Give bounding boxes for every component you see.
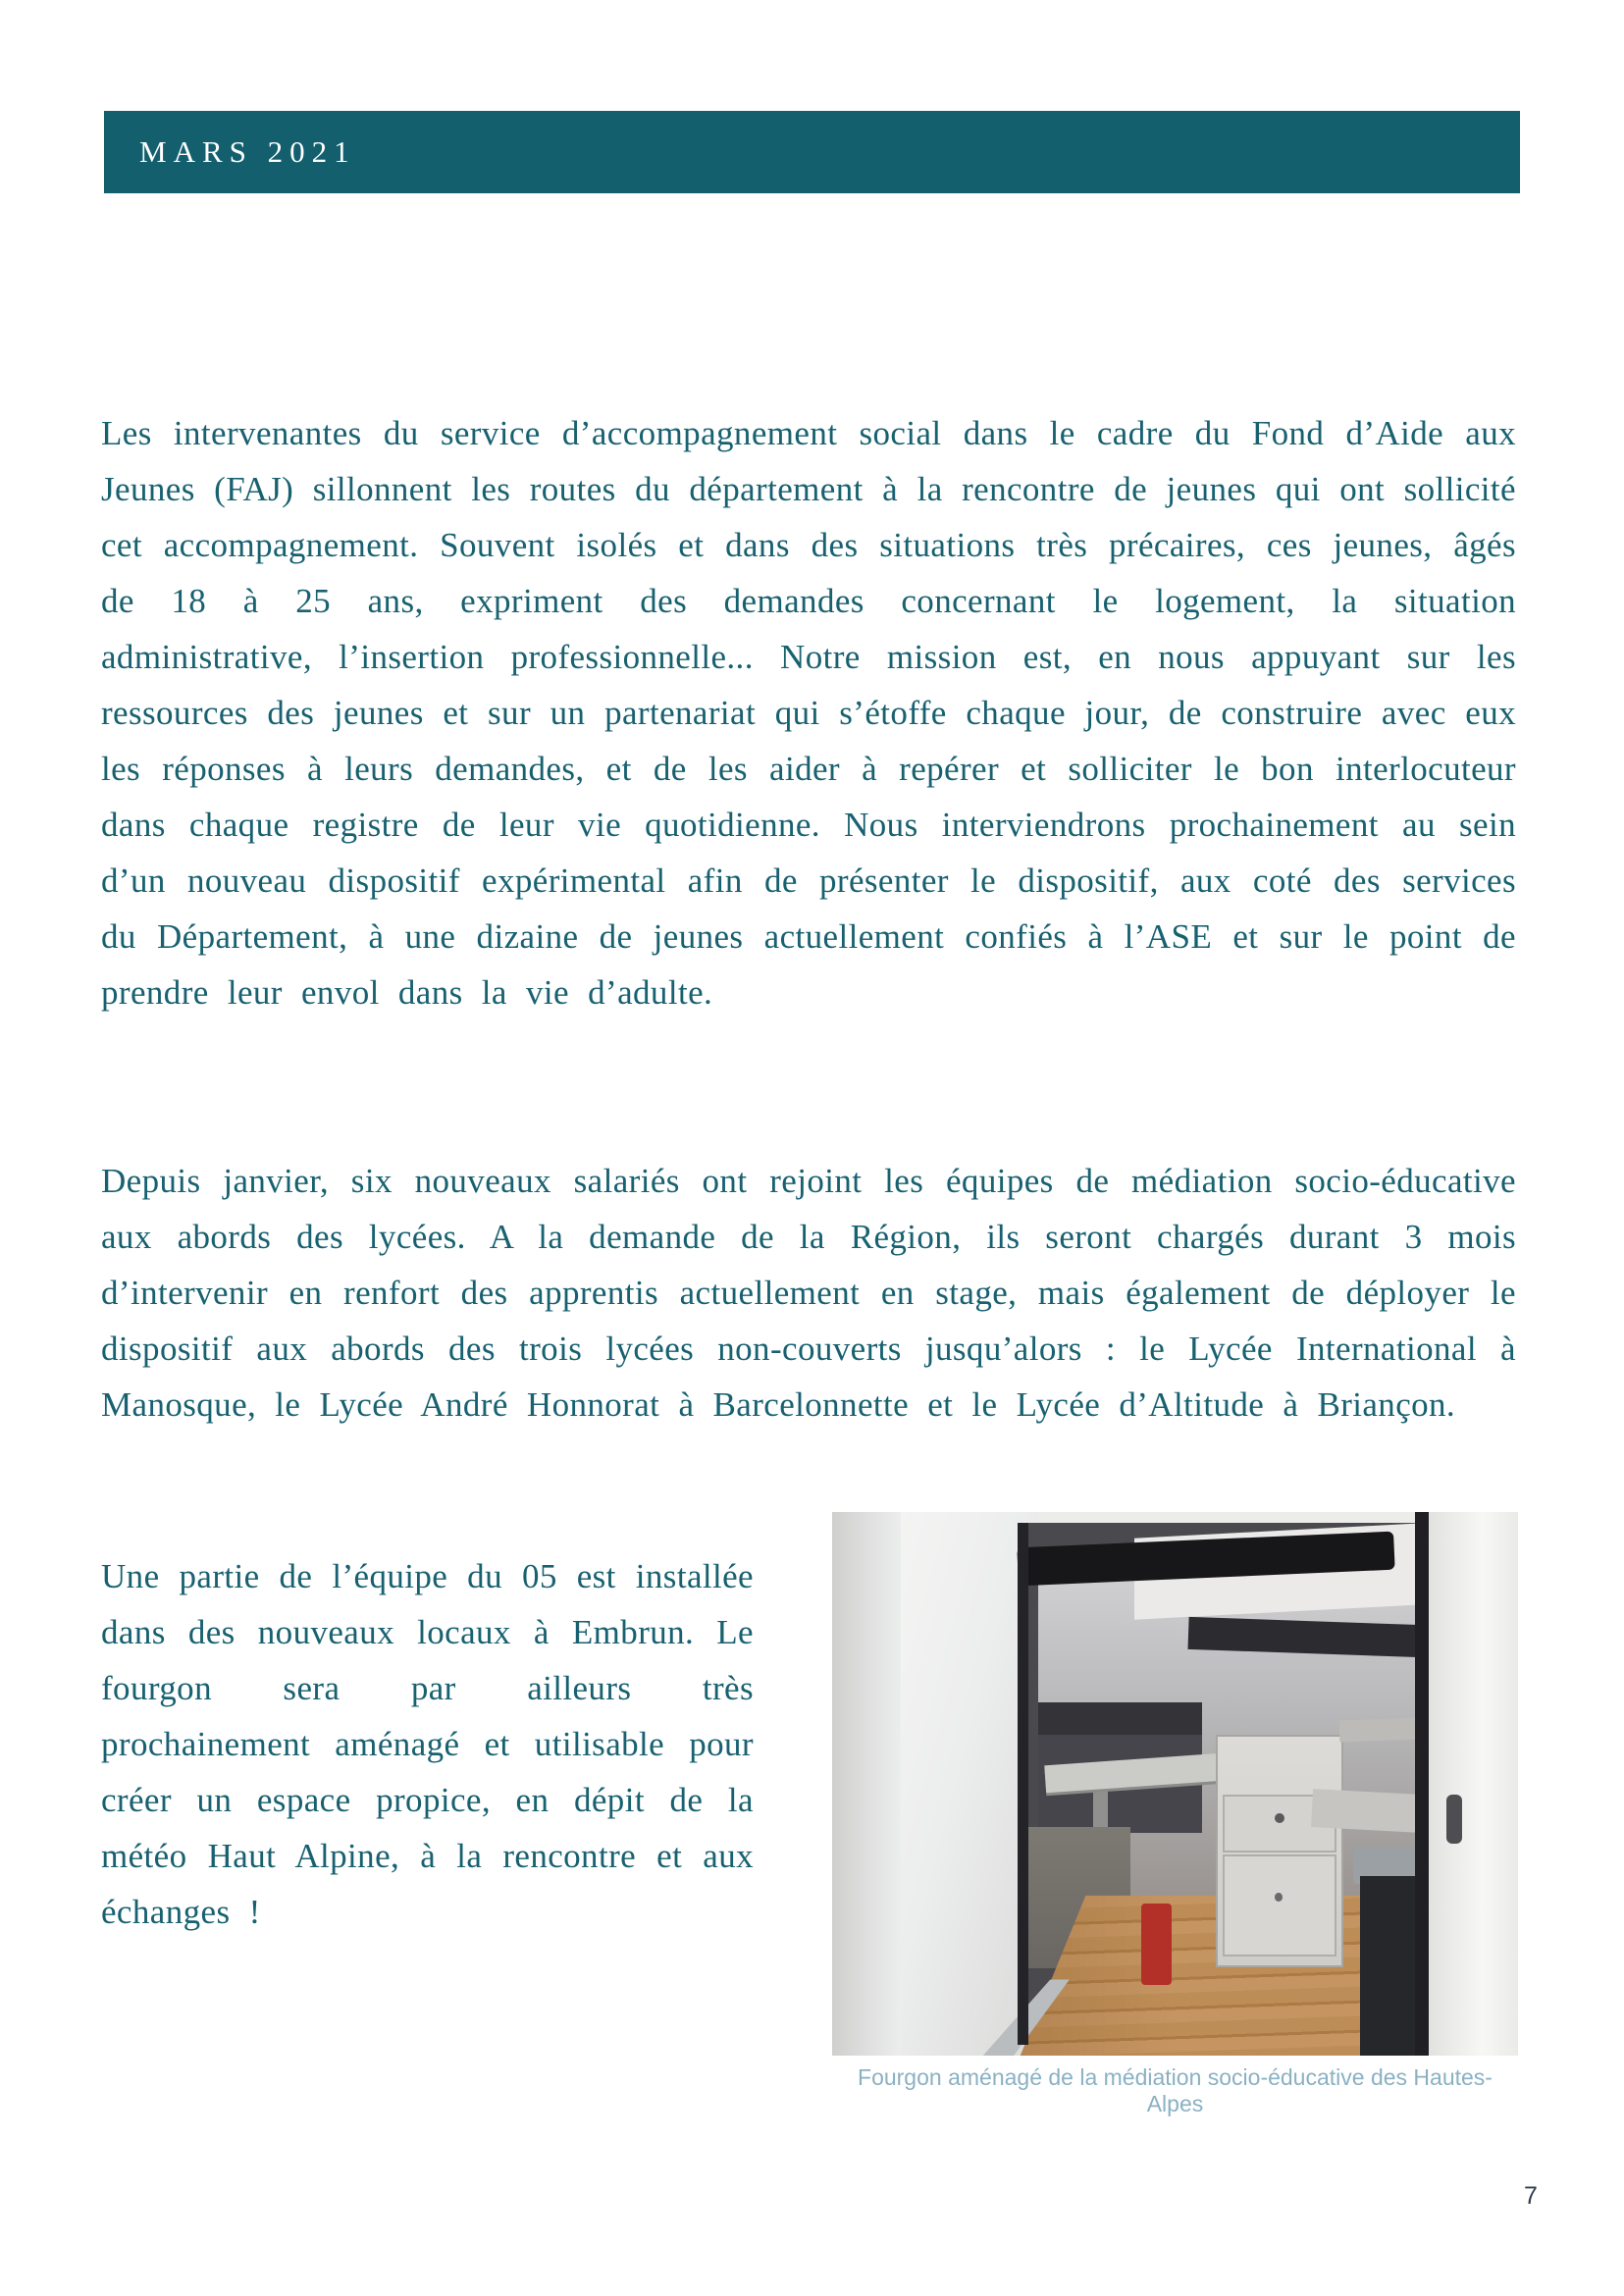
issue-date-title: MARS 2021 <box>139 134 356 169</box>
van-shelf <box>1339 1717 1423 1742</box>
van-bench-backrest <box>1038 1702 1203 1735</box>
page-number: 7 <box>1524 2182 1538 2210</box>
paragraph-equipe-05: Une partie de l’équipe du 05 est installée dans des nouveaux locaux à Embrun. Le fourgon sera par ailleurs très prochainement aménagé et utilisable pour créer un espace propice, en dépit de la météo Haut Alpine, à la rencontre et aux échanges ! <box>101 1557 754 1931</box>
paragraph-mediation-lycees: Depuis janvier, six nouveaux salariés ont rejoint les équipes de médiation socio-éducative aux abords des lycées. A la demande de la Région, ils seront chargés durant 3 mois d’intervenir en renfort des apprentis actuellement en stage, mais également de déployer le dispositif aux abords des trois lycées non-couverts jusqu’alors : le Lycée International à Manosque, le Lycée André Honnorat à Barcelonnette et le Lycée d’Altitude à Briançon. <box>101 1162 1516 1424</box>
van-cabinet-keyhole <box>1275 1893 1283 1902</box>
van-photo <box>832 1512 1518 2056</box>
paragraph-faj-service: Les intervenantes du service d’accompagnement social dans le cadre du Fond d’Aide aux Jeunes (FAJ) sillonnent les routes du département à la rencontre de jeunes qui ont sollicité cet accompagnement. Souvent isolés et dans des situations très précaires, ces jeunes, âgés de 18 à 25 ans, expriment des demandes concernant le logement, la situation administrative, l’insertion professionnelle... Notre mission est, en nous appuyant sur les ressources des jeunes et sur un partenariat qui s’étoffe chaque jour, de construire avec eux les réponses à leurs demandes, et de les aider à repérer et solliciter le bon interlocuteur dans chaque registre de leur vie quotidienne. Nous interviendrons prochainement au sein d’un nouveau dispositif expérimental afin de présenter le dispositif, aux coté des services du Département, à une dizaine de jeunes actuellement confiés à l’ASE et sur le point de prendre leur envol dans la vie d’adulte. <box>101 414 1516 1012</box>
van-counter <box>1311 1789 1423 1833</box>
van-open-door-right <box>1429 1512 1518 2056</box>
van-door-seal-left <box>1018 1523 1028 2045</box>
photo-caption: Fourgon aménagé de la médiation socio-éducative des Hautes-Alpes <box>858 2064 1493 2116</box>
fire-extinguisher <box>1141 1904 1172 1985</box>
issue-header-bar <box>104 111 1520 193</box>
van-body-shade <box>832 1512 901 2056</box>
van-cabinet-door <box>1223 1854 1336 1957</box>
van-door-lock <box>1446 1795 1463 1844</box>
